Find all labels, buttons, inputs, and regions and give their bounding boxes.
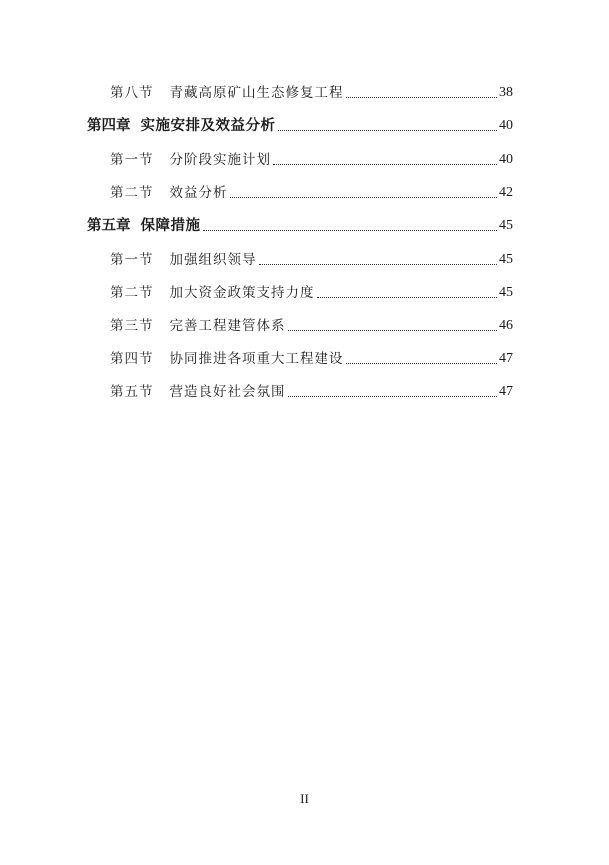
toc-entry-title: 实施安排及效益分析: [140, 118, 276, 134]
toc-entry-title: 完善工程建管体系: [169, 318, 286, 334]
toc-chapter-entry[interactable]: [87, 209, 513, 235]
toc-entry-title: 加强组织领导: [169, 252, 257, 268]
toc-entry-page: 47: [499, 351, 513, 366]
dot-leader: [203, 230, 498, 231]
toc-entry-number: 第一节: [110, 152, 154, 168]
toc-entry-page: 40: [499, 118, 513, 133]
toc-entry-page: 47: [499, 384, 513, 399]
toc-entry-page: 45: [499, 285, 513, 300]
toc-entry-page: 42: [499, 185, 513, 200]
toc-entry-page: 45: [499, 218, 513, 233]
toc-entry-number: 第五章: [87, 218, 131, 234]
toc-entry[interactable]: [110, 143, 513, 169]
toc-chapter-entry[interactable]: [87, 109, 513, 135]
toc-entry-page: 45: [499, 252, 513, 267]
toc-entry[interactable]: [110, 276, 513, 302]
toc-entry-title: 协同推进各项重大工程建设: [169, 351, 344, 367]
toc-entry-number: 第五节: [110, 384, 154, 400]
dot-leader: [288, 330, 498, 331]
toc-entry-number: 第四章: [87, 118, 131, 134]
toc-entry-page: 40: [499, 152, 513, 167]
dot-leader: [278, 130, 498, 131]
dot-leader: [317, 297, 498, 298]
page-number-footer: II: [300, 791, 309, 806]
toc-entry-page: 38: [499, 85, 513, 100]
dot-leader: [346, 363, 498, 364]
dot-leader: [346, 97, 498, 98]
toc-entry-title: 青藏高原矿山生态修复工程: [169, 85, 344, 101]
toc-entry-number: 第一节: [110, 252, 154, 268]
toc-entry-title: 效益分析: [169, 185, 228, 201]
toc-entry[interactable]: [110, 243, 513, 269]
toc-entry[interactable]: [110, 76, 513, 102]
toc-entry-number: 第二节: [110, 285, 154, 301]
toc-entry-title: 保障措施: [140, 218, 201, 234]
toc-entry[interactable]: [110, 342, 513, 368]
toc-entry-title: 分阶段实施计划: [169, 152, 271, 168]
toc-entry[interactable]: [110, 309, 513, 335]
dot-leader: [288, 396, 498, 397]
toc-entry-page: 46: [499, 318, 513, 333]
toc-entry-title: 加大资金政策支持力度: [169, 285, 315, 301]
toc-entry-number: 第四节: [110, 351, 154, 367]
toc-entry[interactable]: [110, 375, 513, 401]
toc-entry[interactable]: [110, 176, 513, 202]
toc-entry-number: 第三节: [110, 318, 154, 334]
dot-leader: [230, 197, 498, 198]
dot-leader: [273, 164, 497, 165]
toc-entry-title: 营造良好社会氛围: [169, 384, 286, 400]
toc-entry-number: 第二节: [110, 185, 154, 201]
dot-leader: [259, 264, 498, 265]
toc-entry-number: 第八节: [110, 85, 154, 101]
